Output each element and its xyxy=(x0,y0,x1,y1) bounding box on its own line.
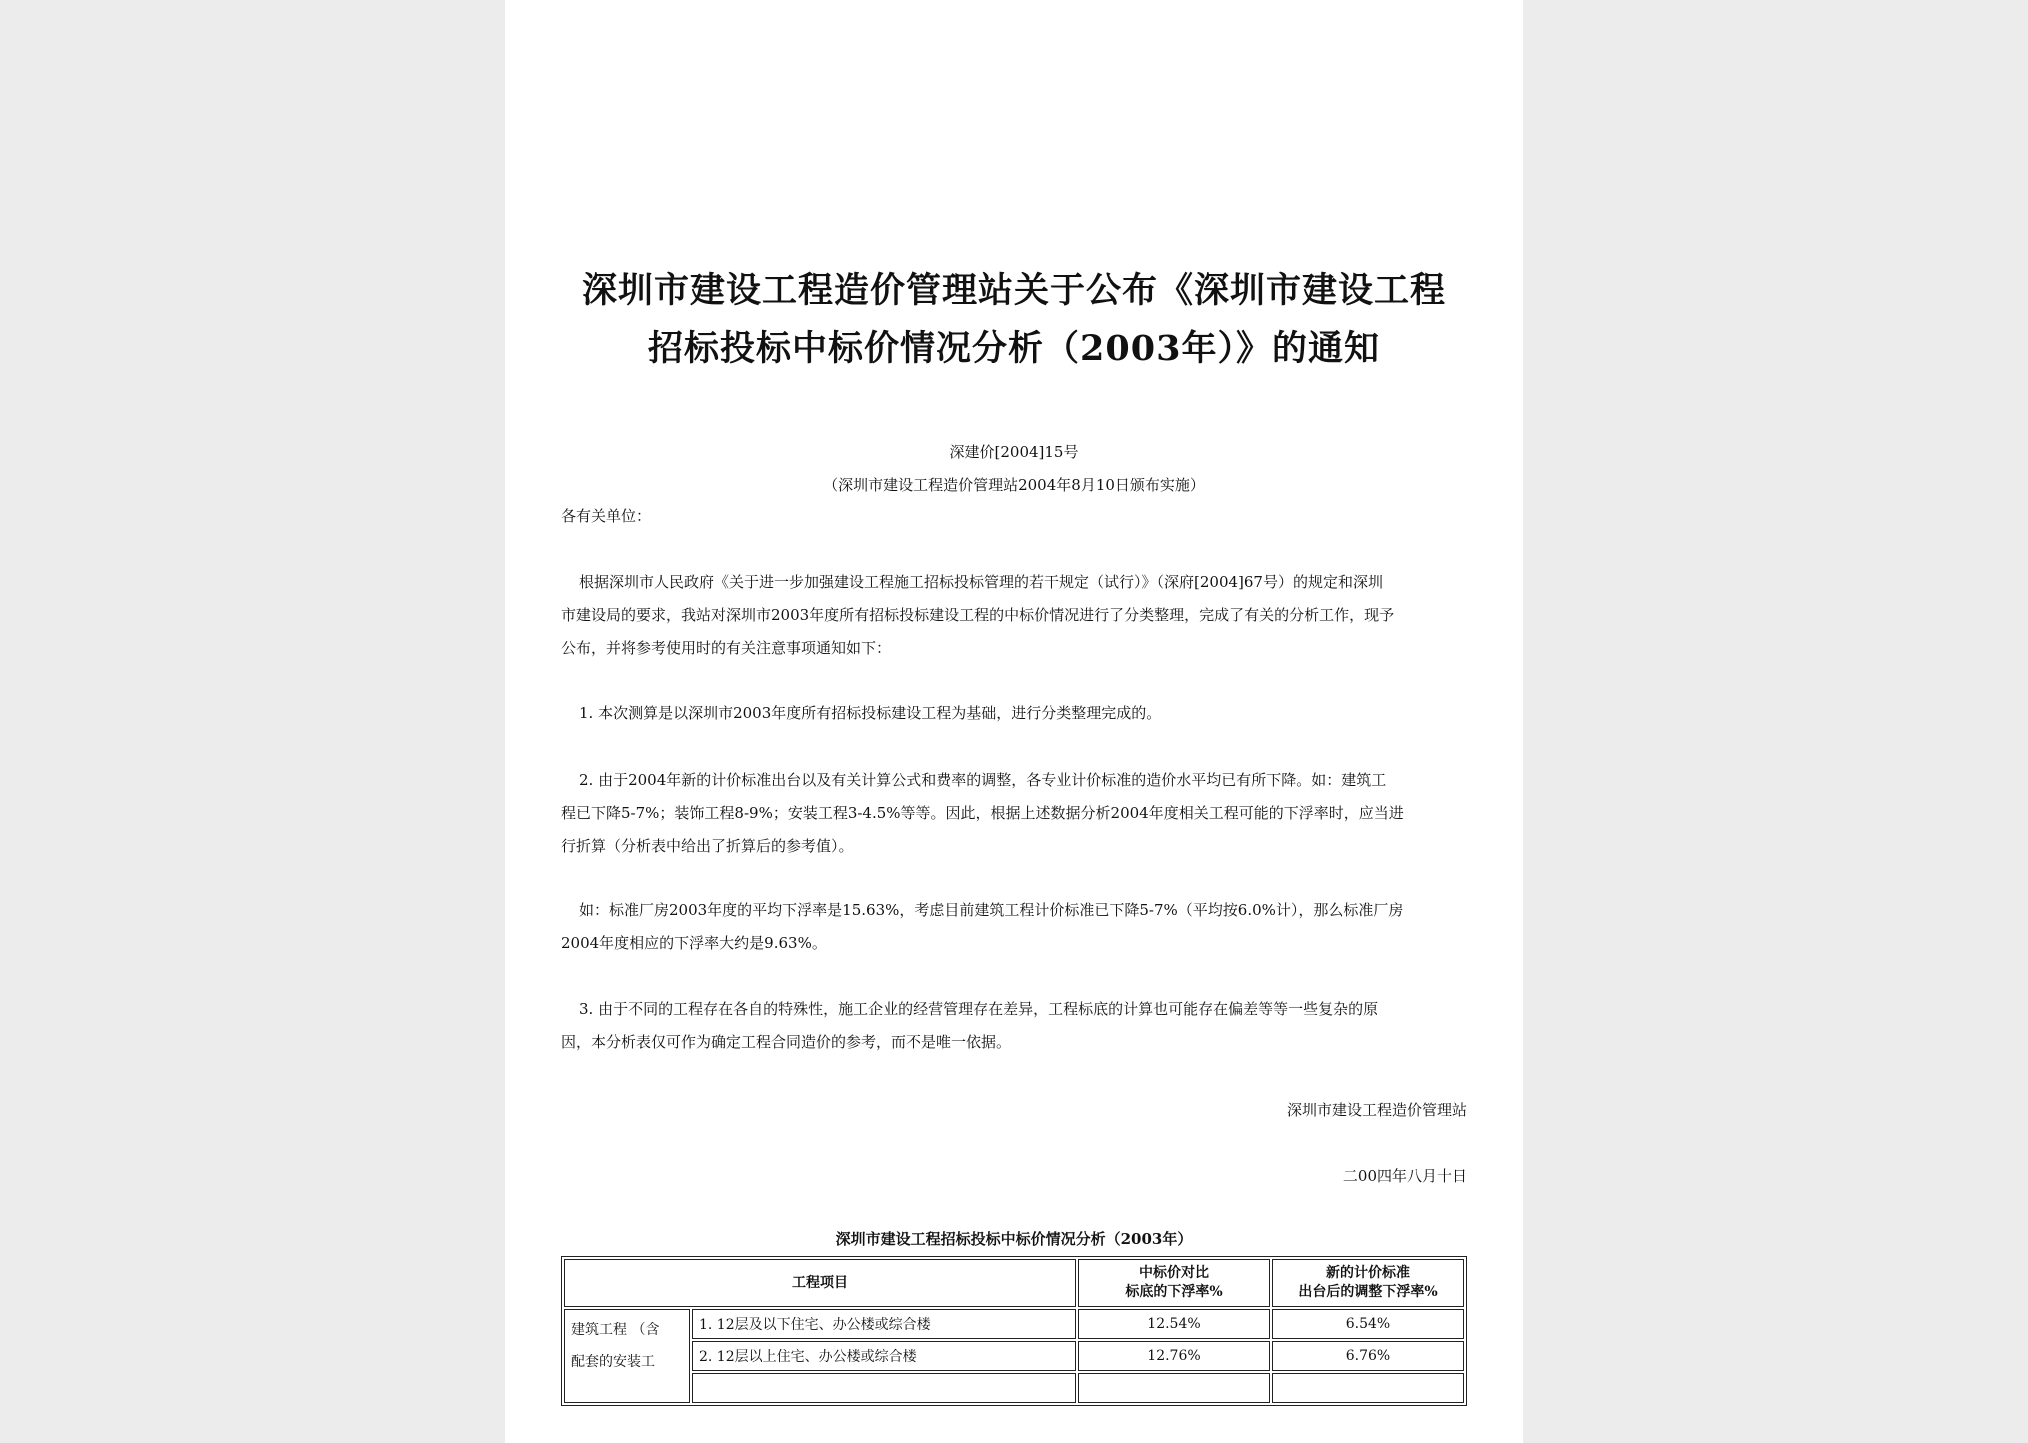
intro-line-1: 根据深圳市人民政府《关于进一步加强建设工程施工招标投标管理的若干规定（试行）》（深府[2004]67号）的规定和深圳 xyxy=(579,573,1383,591)
item-2-paragraph xyxy=(561,764,1467,863)
analysis-table xyxy=(561,1256,1467,1406)
item-2-line-1: 2. 由于2004年新的计价标准出台以及有关计算公式和费率的调整，各专业计价标准的造价水平均已有所下降。如：建筑工 xyxy=(579,771,1387,789)
item-1-paragraph: 1. 本次测算是以深圳市2003年度所有招标投标建设工程为基础，进行分类整理完成的。 xyxy=(579,704,1162,722)
table-caption: 深圳市建设工程招标投标中标价情况分析（2003年） xyxy=(835,1230,1193,1248)
intro-line-3: 公布，并将参考使用时的有关注意事项通知如下： xyxy=(561,639,892,657)
item-3-paragraph xyxy=(561,993,1467,1059)
header-project: 工程项目 xyxy=(564,1259,1076,1307)
example-line-1: 如：标准厂房2003年度的平均下浮率是15.63%，考虑目前建筑工程计价标准已下降5-7%（平均按6.0%计），那么标准厂房 xyxy=(579,901,1404,919)
header-adjusted xyxy=(1272,1259,1464,1307)
row-item xyxy=(692,1373,1076,1403)
row-adjusted: 6.54% xyxy=(1272,1309,1464,1339)
item-2-line-3: 行折算（分析表中给出了折算后的参考值）。 xyxy=(561,837,854,855)
table-row xyxy=(564,1341,1464,1371)
item-3-line-2: 因，本分析表仅可作为确定工程合同造价的参考，而不是唯一依据。 xyxy=(561,1033,1012,1051)
header-adjusted-line-2: 出台后的调整下浮率% xyxy=(1298,1284,1438,1300)
row-rate: 12.76% xyxy=(1078,1341,1270,1371)
example-paragraph xyxy=(561,894,1467,960)
intro-paragraph xyxy=(561,566,1467,665)
row-item: 2. 12层以上住宅、办公楼或综合楼 xyxy=(692,1341,1076,1371)
row-rate: 12.54% xyxy=(1078,1309,1270,1339)
row-adjusted: 6.76% xyxy=(1272,1341,1464,1371)
table-header-row xyxy=(564,1259,1464,1307)
example-line-2: 2004年度相应的下浮率大约是9.63%。 xyxy=(561,934,827,952)
issue-note: （深圳市建设工程造价管理站2004年8月10日颁布实施） xyxy=(823,476,1205,494)
header-rate-line-1: 中标价对比 xyxy=(1139,1265,1209,1281)
table-row xyxy=(564,1309,1464,1339)
table-row xyxy=(564,1373,1464,1403)
title-line-1: 深圳市建设工程造价管理站关于公布《深圳市建设工程 xyxy=(581,270,1446,311)
document-number: 深建价[2004]15号 xyxy=(949,443,1079,461)
row-item: 1. 12层及以下住宅、办公楼或综合楼 xyxy=(692,1309,1076,1339)
category-line-1: 建筑工程 （含 xyxy=(571,1322,660,1338)
document-title xyxy=(505,262,1523,378)
title-line-2: 招标投标中标价情况分析（2003年）》的通知 xyxy=(648,328,1380,369)
header-rate-line-2: 标底的下浮率% xyxy=(1125,1284,1223,1300)
category-cell xyxy=(564,1309,690,1403)
row-rate xyxy=(1078,1373,1270,1403)
issue-date: 二00四年八月十日 xyxy=(1342,1167,1467,1185)
header-rate xyxy=(1078,1259,1270,1307)
item-3-line-1: 3. 由于不同的工程存在各自的特殊性，施工企业的经营管理存在差异，工程标底的计算也可能存在偏差等等一些复杂的原 xyxy=(579,1000,1379,1018)
row-adjusted xyxy=(1272,1373,1464,1403)
signature: 深圳市建设工程造价管理站 xyxy=(1286,1101,1467,1119)
item-2-line-2: 程已下降5-7%；装饰工程8-9%；安装工程3-4.5%等等。因此，根据上述数据分析2004年度相关工程可能的下浮率时，应当进 xyxy=(561,804,1404,822)
intro-line-2: 市建设局的要求，我站对深圳市2003年度所有招标投标建设工程的中标价情况进行了分类整理，完成了有关的分析工作，现予 xyxy=(561,606,1395,624)
category-line-2: 配套的安装工 xyxy=(571,1354,655,1370)
document-page xyxy=(505,0,1523,1443)
salutation: 各有关单位： xyxy=(561,507,652,525)
header-adjusted-line-1: 新的计价标准 xyxy=(1326,1265,1410,1281)
